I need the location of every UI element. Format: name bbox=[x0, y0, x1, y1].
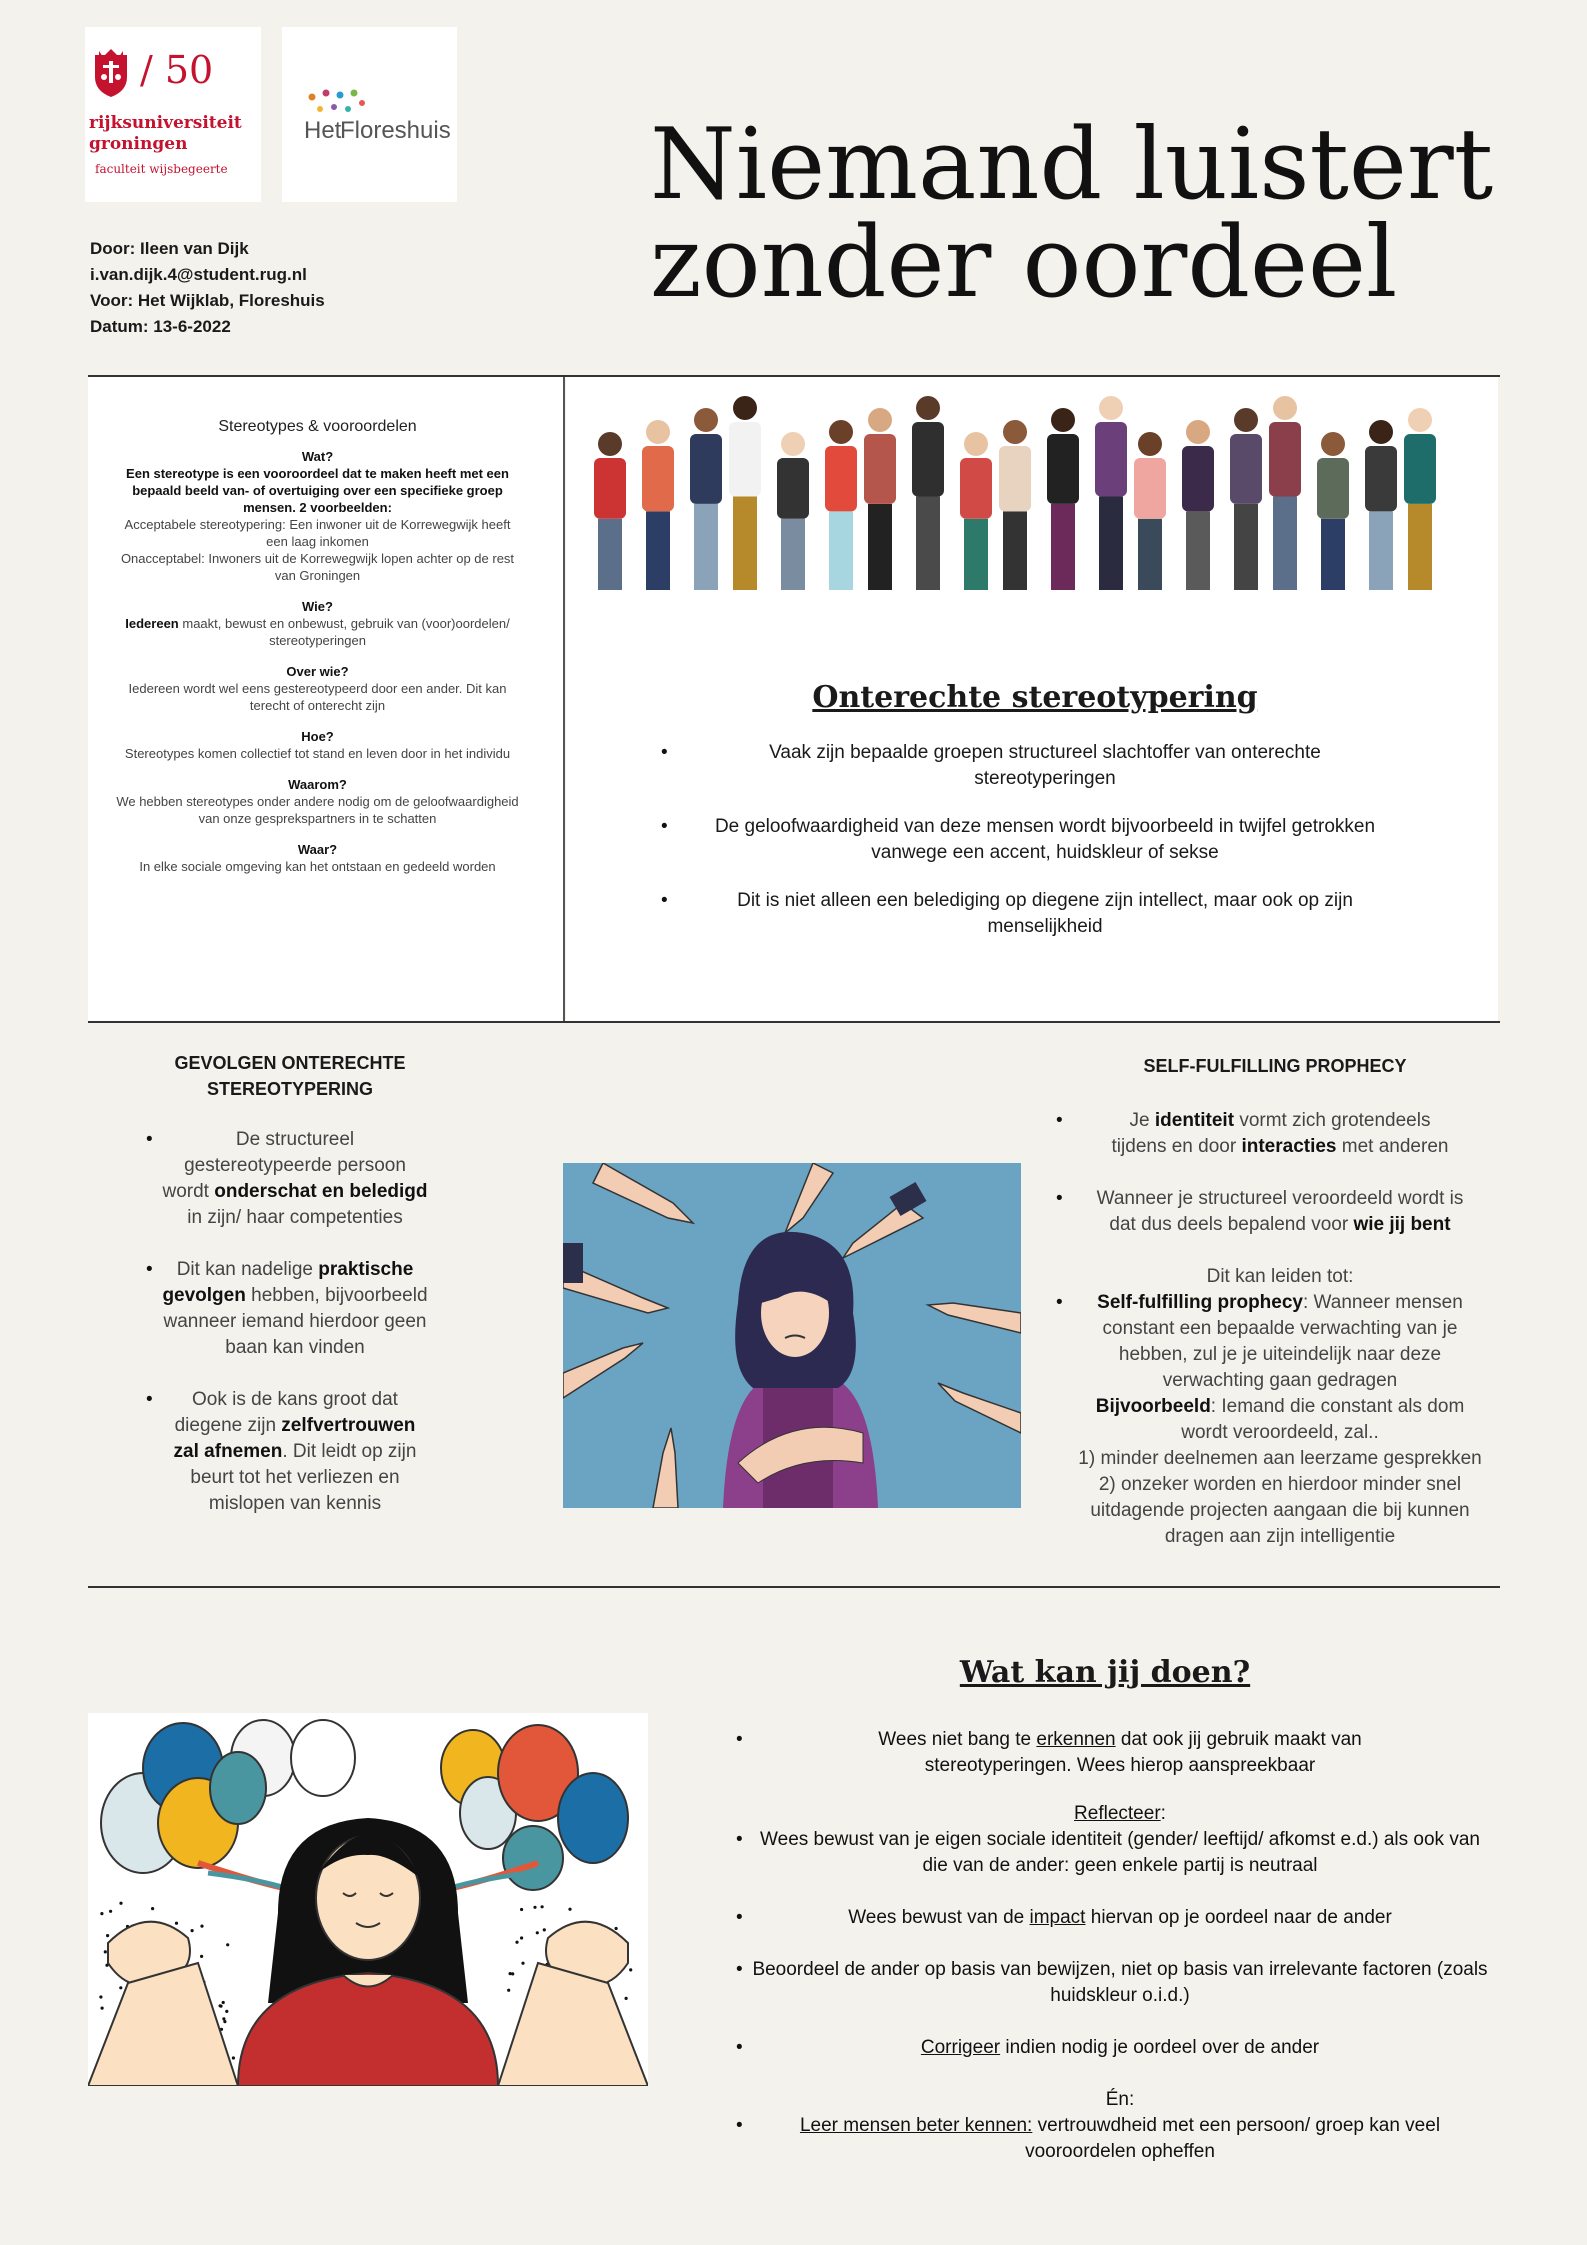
onterecht-list bbox=[665, 740, 1425, 940]
person-figure bbox=[1134, 432, 1166, 590]
onterecht-bullet-1: • Vaak zijn bepaalde groepen structureel slachtoffer van onterechte stereotyperingen bbox=[665, 740, 1425, 792]
rug-crest-icon bbox=[91, 47, 131, 99]
email: i.van.dijk.4@student.rug.nl bbox=[90, 265, 307, 284]
a-wie-bold: Iedereen bbox=[125, 616, 179, 631]
gevolgen-b1-post: in zijn/ haar competenties bbox=[187, 1207, 403, 1228]
sfp-b1-bold2: interacties bbox=[1241, 1136, 1337, 1157]
sfp-example-1: 1) minder deelnemen aan leerzame gesprekken bbox=[1078, 1448, 1482, 1469]
sfp-bullet-3 bbox=[1060, 1290, 1500, 1394]
q-wie: Wie? bbox=[302, 599, 333, 614]
person-figure bbox=[1047, 408, 1079, 590]
gevolgen-bullet-1 bbox=[150, 1127, 440, 1231]
person-figure bbox=[729, 396, 761, 590]
onterecht-bullet-2: • De geloofwaardigheid van deze mensen wordt bijvoorbeeld in twijfel getrokken vanwege een accent, huidskleur of sekse bbox=[665, 814, 1425, 866]
sfp-bullet-1 bbox=[1060, 1108, 1500, 1160]
person-figure bbox=[777, 432, 809, 590]
q-waar: Waar? bbox=[297, 842, 338, 857]
doen-b3-underline: impact bbox=[1029, 1907, 1086, 1928]
doen-b6-post: vertrouwdheid met een persoon/ groep kan veel vooroordelen opheffen bbox=[1025, 2115, 1441, 2162]
person-figure bbox=[1095, 396, 1127, 590]
doen-b3-pre: Wees bewust van de bbox=[848, 1907, 1030, 1928]
gevolgen-b2-bold: praktische gevolgen bbox=[162, 1259, 414, 1306]
doen-b5-post: indien nodig je oordeel over de ander bbox=[1000, 2037, 1320, 2058]
gevolgen-bullet-2 bbox=[150, 1257, 440, 1361]
rug-name-line1: rijksuniversiteit bbox=[89, 113, 242, 133]
a-waarom: We hebben stereotypes onder andere nodig om de geloofwaardigheid van onze gesprekspartners in te schatten bbox=[116, 794, 519, 826]
sfp-bullet-2 bbox=[1060, 1186, 1500, 1238]
doen-list-1 bbox=[740, 1727, 1500, 1779]
title-line2: zonder oordeel bbox=[650, 206, 1398, 320]
author-meta bbox=[90, 236, 325, 340]
a-wie bbox=[115, 615, 520, 649]
person-figure bbox=[1365, 420, 1397, 590]
person-figure bbox=[999, 420, 1031, 590]
divider-middle bbox=[88, 1021, 1500, 1023]
stereotypes-column bbox=[115, 418, 520, 875]
floreshuis-name: Floreshuis bbox=[340, 117, 451, 144]
person-figure bbox=[825, 420, 857, 590]
reflecteer-colon: : bbox=[1160, 1803, 1166, 1824]
reflecteer-label bbox=[740, 1801, 1500, 1827]
q-overwie: Over wie? bbox=[286, 664, 349, 679]
doen-b3-post: hiervan op je oordeel naar de ander bbox=[1085, 1907, 1392, 1928]
doen-b1-underline: erkennen bbox=[1036, 1729, 1116, 1750]
doen-b5-underline: Corrigeer bbox=[920, 2037, 1001, 2058]
divider-bottom bbox=[88, 1586, 1500, 1588]
person-figure bbox=[642, 420, 674, 590]
doen-b1-post: dat ook jij gebruik maakt van stereotyperingen. Wees hierop aanspreekbaar bbox=[924, 1729, 1362, 1776]
floreshuis-het: Het bbox=[304, 117, 342, 144]
example-2: Onacceptabel: Inwoners uit de Korrewegwijk lopen achter op de rest van Groningen bbox=[120, 551, 515, 583]
a-wie-rest: maakt, bewust en onbewust, gebruik van (voor)oordelen/ stereotyperingen bbox=[178, 616, 510, 648]
sfp-list bbox=[1060, 1108, 1500, 1238]
person-figure bbox=[1269, 396, 1301, 590]
sfp-list-2 bbox=[1060, 1290, 1500, 1394]
example-1: Acceptabele stereotypering: Een inwoner uit de Korrewegwijk heeft een laag inkomen bbox=[124, 517, 511, 549]
q-waarom: Waarom? bbox=[288, 777, 347, 792]
a-waar: In elke sociale omgeving kan het ontstaan en gedeeld worden bbox=[139, 859, 496, 874]
person-figure bbox=[864, 408, 896, 590]
gevolgen-b1-pre: De structureel gestereotypeerde persoon wordt bbox=[162, 1129, 406, 1202]
person-figure bbox=[1182, 420, 1214, 590]
a-hoe: Stereotypes komen collectief tot stand en leven door in het individu bbox=[124, 746, 511, 761]
rug-faculty: faculteit wijsbegeerte bbox=[95, 162, 228, 176]
sfp-b1-pre: Je bbox=[1129, 1110, 1155, 1131]
author: Door: Ileen van Dijk bbox=[90, 239, 249, 258]
rug-logo bbox=[85, 27, 261, 202]
doen-bullet-2: • Wees bewust van je eigen sociale identiteit (gender/ leeftijd/ afkomst e.d.) als ook van die van de ander: geen enkele partij is neutraal bbox=[740, 1827, 1500, 1879]
diverse-people-illustration bbox=[590, 390, 1470, 590]
person-figure bbox=[1404, 408, 1436, 590]
onterecht-heading: Onterechte stereotypering bbox=[812, 680, 1258, 715]
sfp-heading: SELF-FULFILLING PROPHECY bbox=[1143, 1056, 1407, 1076]
doen-bullet-4: • Beoordeel de ander op basis van bewijzen, niet op basis van irrelevante factoren (zoals huidskleur o.i.d.) bbox=[740, 1957, 1500, 2009]
floreshuis-logo bbox=[282, 27, 457, 202]
sfp-b3-post: : Wanneer mensen constant een bepaalde verwachting van je hebben, zul je je uiteindelijk naar deze verwachting gaan gedragen bbox=[1102, 1292, 1463, 1391]
sfp-b2-bold: wie jij bent bbox=[1353, 1214, 1451, 1235]
gevolgen-bullet-3 bbox=[150, 1387, 440, 1517]
sfp-example bbox=[1060, 1394, 1500, 1446]
person-figure bbox=[1230, 408, 1262, 590]
sfp-b2-pre: Wanneer je structureel veroordeeld wordt is dat dus deels bepalend voor bbox=[1096, 1188, 1464, 1235]
person-figure bbox=[690, 408, 722, 590]
doen-bullet-5 bbox=[740, 2035, 1500, 2061]
doen-bullet-3 bbox=[740, 1905, 1500, 1931]
gevolgen-heading-line2: STEREOTYPERING bbox=[206, 1079, 374, 1099]
a-overwie: Iedereen wordt wel eens gestereotypeerd door een ander. Dit kan terecht of onterecht zijn bbox=[128, 681, 507, 713]
person-figure bbox=[1317, 432, 1349, 590]
en-label: Én: bbox=[1105, 2089, 1135, 2110]
pointing-fingers-illustration bbox=[563, 1163, 1021, 1508]
gevolgen-b3-pre: Ook is de kans groot dat diegene zijn bbox=[174, 1389, 398, 1436]
sfp-b1-post: met anderen bbox=[1336, 1136, 1449, 1157]
q-hoe: Hoe? bbox=[301, 729, 334, 744]
gevolgen-b2-post: hebben, bijvoorbeeld wanneer iemand hierdoor geen baan kan vinden bbox=[163, 1285, 428, 1358]
gevolgen-b3-post: . Dit leidt op zijn beurt tot het verliezen en mislopen van kennis bbox=[190, 1441, 417, 1514]
gevolgen-list bbox=[150, 1127, 440, 1517]
sfp-b1-mid: vormt zich grotendeels tijdens en door bbox=[1111, 1110, 1431, 1157]
stereotypes-heading: Stereotypes & vooroordelen bbox=[218, 418, 417, 435]
gevolgen-heading bbox=[130, 1050, 450, 1102]
rug-name-line2: groningen bbox=[89, 134, 188, 154]
q-wat: Wat? bbox=[301, 449, 334, 464]
gevolgen-b2-pre: Dit kan nadelige bbox=[176, 1259, 319, 1280]
doen-bullet-6 bbox=[740, 2113, 1500, 2165]
for: Voor: Het Wijklab, Floreshuis bbox=[90, 291, 325, 310]
sfp-ex-bold: Bijvoorbeeld bbox=[1095, 1396, 1211, 1417]
doen-heading: Wat kan jij doen? bbox=[959, 1655, 1251, 1690]
doen-bullet-1 bbox=[740, 1727, 1500, 1779]
sfp-example-2: 2) onzeker worden en hierdoor minder snel uitdagende projecten aangaan die bij kunnen dragen aan zijn intelligentie bbox=[1090, 1474, 1470, 1547]
title-line1: Niemand luistert bbox=[650, 108, 1494, 222]
gevolgen-b1-bold: onderschat en beledigd bbox=[214, 1181, 428, 1202]
person-figure bbox=[960, 432, 992, 590]
doen-content bbox=[740, 1727, 1500, 2165]
meditating-woman-illustration bbox=[88, 1713, 648, 2086]
doen-list-3 bbox=[740, 2113, 1500, 2165]
person-figure bbox=[912, 396, 944, 590]
doen-list-2 bbox=[740, 1827, 1500, 2061]
divider-vertical bbox=[563, 377, 565, 1021]
person-figure bbox=[594, 432, 626, 590]
page-title bbox=[650, 108, 1494, 320]
reflecteer-underline: Reflecteer bbox=[1074, 1803, 1161, 1824]
gevolgen-heading-line1: GEVOLGEN ONTERECHTE bbox=[174, 1053, 406, 1073]
gevolgen-b3-bold: zelfvertrouwen zal afnemen bbox=[173, 1415, 416, 1462]
sfp-lead: Dit kan leiden tot: bbox=[1206, 1266, 1354, 1287]
sfp-b3-bold: Self-fulfilling prophecy bbox=[1097, 1292, 1303, 1313]
doen-b1-pre: Wees niet bang te bbox=[878, 1729, 1037, 1750]
sfp-content bbox=[1060, 1108, 1500, 1550]
rug-fifty: / 50 bbox=[140, 48, 214, 92]
date: Datum: 13-6-2022 bbox=[90, 317, 231, 336]
a-wat: Een stereotype is een vooroordeel dat te maken heeft met een bepaald beeld van- of overtuiging over een specifieke groep mensen. 2 voorbeelden: bbox=[126, 466, 509, 515]
doen-b6-underline: Leer mensen beter kennen: bbox=[799, 2115, 1033, 2136]
sfp-ex-post: : Iemand die constant als dom wordt veroordeeld, zal.. bbox=[1181, 1396, 1465, 1443]
sfp-b1-bold1: identiteit bbox=[1154, 1110, 1235, 1131]
onterecht-bullet-3: • Dit is niet alleen een belediging op diegene zijn intellect, maar ook op zijn menselijkheid bbox=[665, 888, 1425, 940]
